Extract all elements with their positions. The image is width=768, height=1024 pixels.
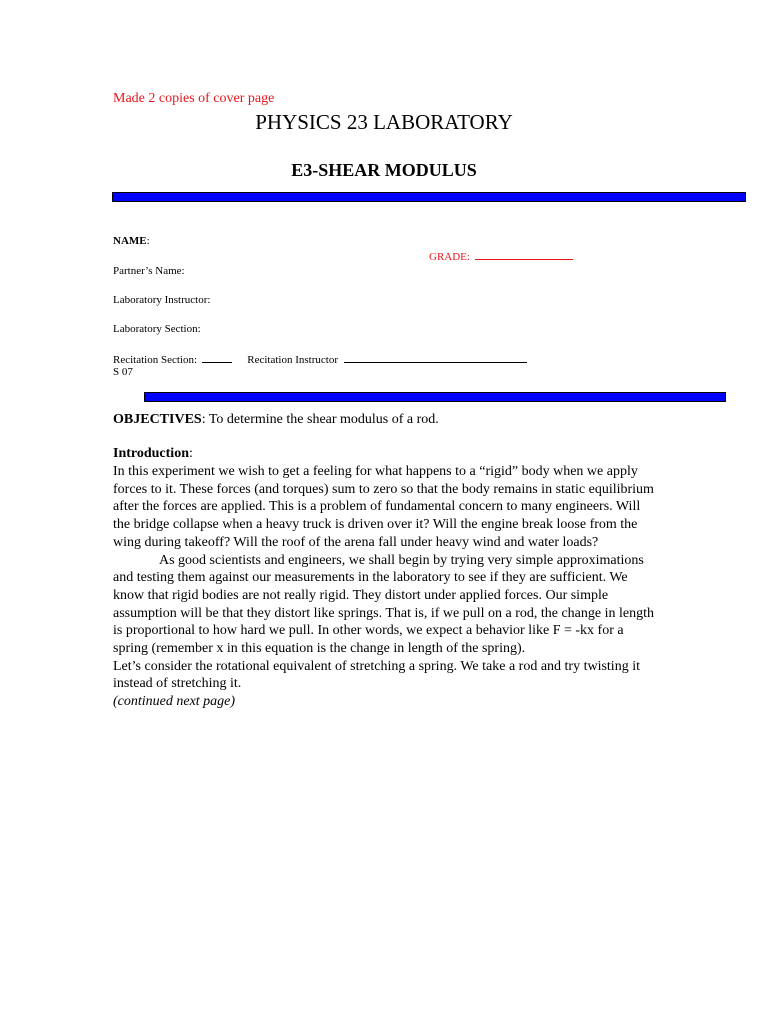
recitation-instructor-blank [344, 352, 527, 363]
intro-paragraph-2: As good scientists and engineers, we shall begin by trying very simple approximations and testing them against our measurements in the laboratory to see if they are sufficient. We know that rigid bodies are not really rigid. They distort under applied forces. Our simple assumption will be that they distort like springs. That is, if we pull on a rod, the change in length is proportional to how hard we pull. In other words, we expect a behavior like F = -kx for a spring (remember x in this equation is the change in length of the spring). [113, 552, 654, 657]
intro-paragraph-3: Let’s consider the rotational equivalent of stretching a spring. We take a rod and try twisting it instead of stretching it. [113, 658, 640, 692]
grade-label: GRADE: [429, 251, 470, 263]
blue-divider-bottom [144, 392, 726, 402]
intro-paragraph-1: In this experiment we wish to get a feeling for what happens to a “rigid” body when we apply forces to it. These forces (and torques) sum to zero so that the body remains in static equilibrium after the forces are applied. This is a problem of fundamental concern to many engineers. Will the bridge collapse when a heavy truck is driven over it? Will the engine break loose from the wing during takeoff? Will the roof of the arena fall under heavy wind and water loads? [113, 464, 654, 550]
objectives-text: : To determine the shear modulus of a rod. [201, 412, 439, 427]
introduction-label: Introduction [113, 446, 189, 461]
objectives-label: OBJECTIVES [113, 412, 202, 427]
recitation-section-label: Recitation Section: [113, 354, 198, 366]
recitation-row [113, 352, 527, 366]
name-label: NAME [113, 235, 147, 247]
page-subtitle: E3-SHEAR MODULUS [291, 160, 477, 180]
course-code: S 07 [113, 366, 133, 378]
recitation-instructor-label: Recitation Instructor [247, 354, 338, 366]
instructor-label: Laboratory Instructor: [113, 294, 211, 306]
partner-label: Partner’s Name: [113, 265, 185, 277]
cover-page-note: Made 2 copies of cover page [113, 91, 275, 106]
recitation-section-blank [202, 352, 232, 363]
name-colon: : [146, 235, 150, 247]
grade-field [429, 249, 573, 263]
introduction-colon: : [188, 446, 193, 461]
page-title: PHYSICS 23 LABORATORY [255, 110, 513, 134]
continued-note: (continued next page) [113, 694, 236, 710]
name-field [113, 235, 150, 247]
grade-blank [475, 249, 573, 260]
blue-divider-top [112, 192, 746, 202]
introduction-heading [113, 446, 193, 462]
introduction-body [113, 463, 658, 711]
objectives [113, 412, 439, 428]
section-label: Laboratory Section: [113, 323, 201, 335]
